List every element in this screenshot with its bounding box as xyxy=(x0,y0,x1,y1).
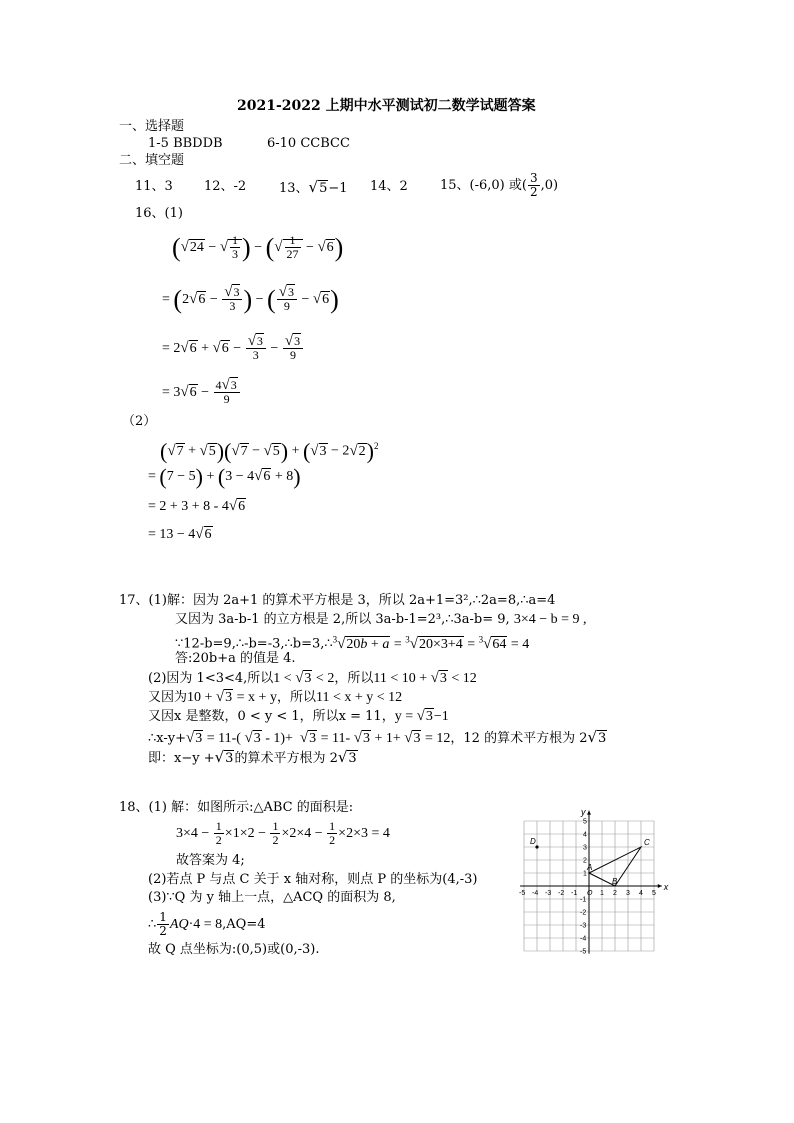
q18-line5: (3)∵Q 为 y 轴上一点，△ACQ 的面积为 8, xyxy=(148,890,396,905)
page-title: 2021-2022 上期中水平测试初二数学试题答案 xyxy=(237,98,536,114)
q17-line2: 又因为 3a-b-1 的立方根是 2,所以 3a-b-1=2³,∴3a-b= 9, 3×4 − b = 9 , xyxy=(175,612,587,627)
q18-line4: (2)若点 P 与点 C 关于 x 轴对称，则点 P 的坐标为(4,-3) xyxy=(148,872,478,887)
x-tick-label: 2 xyxy=(613,890,617,897)
y-tick-label: 2 xyxy=(583,857,587,865)
x-tick-label: -4 xyxy=(532,890,539,897)
q16-1-line3: = 2√6 + √6 − $\frac{√3}{3}$ − $\frac{√3}{9}$ xyxy=(162,330,304,367)
x-tick-label: 5 xyxy=(652,890,656,897)
q16-2-label: （2） xyxy=(122,414,157,429)
x-axis-label: x xyxy=(663,882,669,892)
q16-1-line4: = 3√6 − $\frac{4√3}{9}$ xyxy=(162,374,241,411)
q17-line7: 又因x 是整数，0 < y < 1，所以x = 11，y = √3−1 xyxy=(148,708,449,724)
answer-11: 11、3 xyxy=(135,179,173,194)
y-tick-label: -5 xyxy=(580,948,587,956)
q17-line4: 答:20b+a 的值是 4. xyxy=(175,651,296,666)
q18-line6: ∴ $\frac{1}{2}$ AQ·4 = 8,AQ=4 xyxy=(148,910,266,938)
y-tick-label: -3 xyxy=(580,922,587,930)
point-d-marker xyxy=(535,845,538,848)
x-tick-label: -1 xyxy=(571,890,578,897)
q16-1-line2: = (2√6 − $\frac{√3}{3}$ ) − ( $\frac{√3}{9}$ − √6) xyxy=(162,284,339,314)
q16-2-line2: = (7 − 5) + (3 − 4√6 + 8) xyxy=(148,463,301,489)
x-tick-label: 3 xyxy=(626,890,630,897)
point-label-b: B xyxy=(612,877,618,886)
x-axis-arrow xyxy=(658,884,662,888)
answer-15: 15、(-6,0) 或( $\frac{3}{2}$ ,0) xyxy=(440,171,559,199)
q18-line1: 18、(1) 解：如图所示:△ABC 的面积是: xyxy=(119,800,354,815)
y-axis-arrow xyxy=(587,811,591,815)
q16-2-line4: = 13 − 4√6 xyxy=(148,526,212,542)
q16-label: 16、(1) xyxy=(135,206,183,221)
y-tick-label: 5 xyxy=(583,818,587,826)
y-tick-label: 3 xyxy=(583,844,587,852)
answer-13: 13、√5−1 xyxy=(279,178,348,196)
point-label-c: C xyxy=(644,838,650,847)
answer-14: 14、2 xyxy=(370,179,408,194)
answer-12: 12、-2 xyxy=(204,179,247,194)
q16-2-line3: = 2 + 3 + 8 - 4√6 xyxy=(148,498,246,514)
x-tick-label: -3 xyxy=(545,890,552,897)
q17-line5: (2)因为 1<3<4,所以1 < √3 < 2，所以11 < 10 + √3 < 12 xyxy=(148,670,477,686)
x-tick-label: -2 xyxy=(558,890,565,897)
section-heading-fill: 二、填空题 xyxy=(119,153,185,168)
y-tick-label: -2 xyxy=(580,909,587,917)
coordinate-grid xyxy=(514,806,674,966)
choice-answers-6-10: 6-10 CCBCC xyxy=(267,136,350,151)
q18-area-expression: 3×4 − $\frac{1}{2}$ ×1×2 − $\frac{1}{2}$ ×2×4 − $\frac{1}{2}$ ×2×3 = 4 xyxy=(176,819,390,848)
x-tick-label: 1 xyxy=(600,890,604,897)
point-label-d: D xyxy=(530,837,536,846)
section-heading-choice: 一、选择题 xyxy=(119,119,185,134)
y-tick-label: -4 xyxy=(580,935,587,943)
y-tick-label: 1 xyxy=(583,870,587,878)
q17-line6: 又因为10 + √3 = x + y，所以11 < x + y < 12 xyxy=(148,689,403,705)
y-tick-label: 4 xyxy=(583,831,587,839)
q17-line1: 17、(1)解：因为 2a+1 的算术平方根是 3，所以 2a+1=3²,∴2a=8,∴a=4 xyxy=(119,593,556,608)
x-tick-label: 4 xyxy=(639,890,643,897)
q17-line3: ∵12-b=9,∴-b=-3,∴b=3,∴$^3$√20b + a = $^3$√20×3+4 = $^3$√64 = 4 xyxy=(175,634,530,652)
y-axis-label: y xyxy=(581,807,586,818)
y-tick-label: -1 xyxy=(580,896,587,904)
q16-1-line1: (√24 − √ $\frac{1}{3}$ ) − (√ $\frac{1}{27}$ − √6) xyxy=(172,232,344,262)
choice-answers-1-5: 1-5 BBDDB xyxy=(148,136,223,151)
q17-line9: 即：x−y +√3的算术平方根为 2√3 xyxy=(148,748,357,766)
x-tick-label: -5 xyxy=(519,890,526,897)
q18-line7: 故 Q 点坐标为:(0,5)或(0,-3). xyxy=(148,942,320,957)
q18-line3: 故答案为 4; xyxy=(176,853,245,868)
q17-line8: ∴x-y+√3 = 11-( √3 - 1)+ √3 = 11- √3 + 1+ √3 = 12，12 的算术平方根为 2√3 xyxy=(148,728,607,746)
point-label-a: A xyxy=(587,863,593,872)
q16-2-line1: $(√7 + √5)(√7 - √5) + (√3 - 2√2)^2$ xyxy=(160,438,379,464)
x-tick-label: O xyxy=(587,890,593,897)
